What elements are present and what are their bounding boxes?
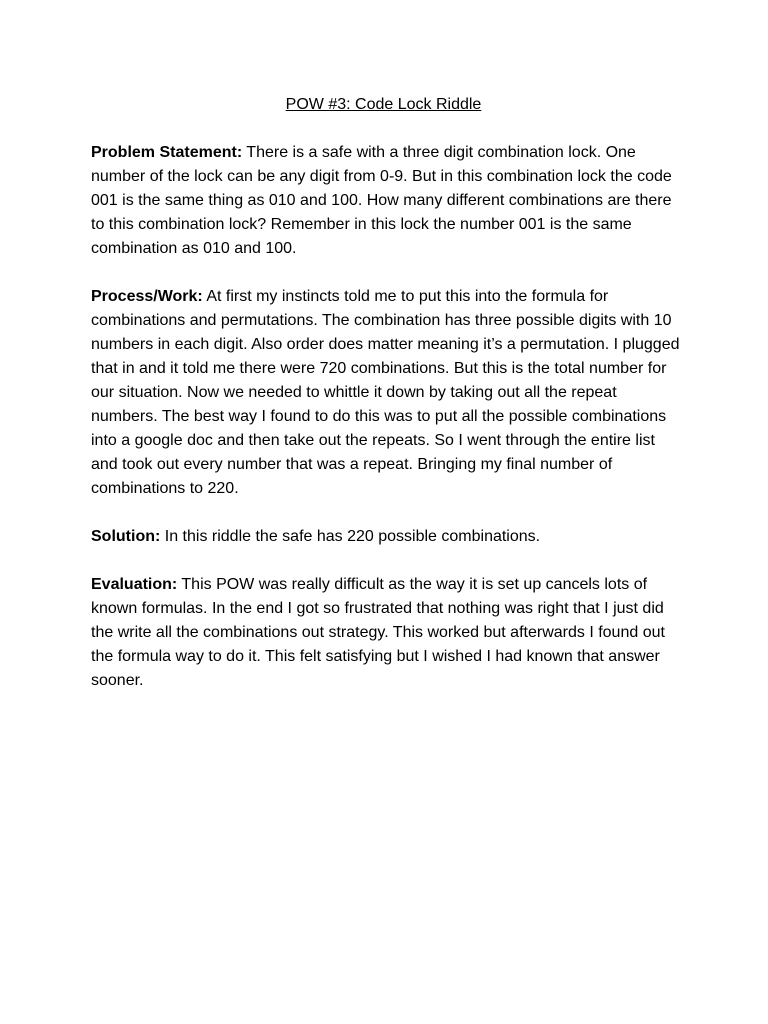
evaluation-section: [91, 573, 681, 693]
solution-label: Solution:: [91, 528, 161, 545]
evaluation-label: Evaluation:: [91, 576, 178, 593]
document-page: [91, 93, 691, 693]
evaluation-text: This POW was really difficult as the way it is set up cancels lots of known formulas. In the end I got so frustrated that nothing was right that I just did the write all the combinations out strategy. This worked but afterwards I found out the formula way to do it. This felt satisfying but I wished I had known that answer sooner.: [91, 576, 665, 689]
solution-text: In this riddle the safe has 220 possible combinations.: [164, 528, 541, 545]
problem-statement-text: There is a safe with a three digit combination lock. One number of the lock can be any digit from 0-9. But in this combination lock the code 001 is the same thing as 010 and 100. How many different combinations are there to this combination lock? Remember in this lock the number 001 is the same combination as 010 and 100.: [91, 144, 672, 257]
process-work-section: [91, 285, 681, 501]
document-title: POW #3: Code Lock Riddle: [285, 96, 482, 113]
problem-statement-label: Problem Statement:: [91, 144, 243, 161]
process-work-label: Process/Work:: [91, 288, 203, 305]
process-work-text: At first my instincts told me to put this into the formula for combinations and permutations. The combination has three possible digits with 10 numbers in each digit. Also order does matter meaning it’s a permutation. I plugged that in and it told me there were 720 combinations. But this is the total number for our situation. Now we needed to whittle it down by taking out all the repeat numbers. The best way I found to do this was to put all the possible combinations into a google doc and then take out the repeats. So I went through the entire list and took out every number that was a repeat. Bringing my final number of combinations to 220.: [91, 288, 680, 497]
solution-section: [91, 525, 681, 549]
problem-statement-section: [91, 141, 681, 261]
